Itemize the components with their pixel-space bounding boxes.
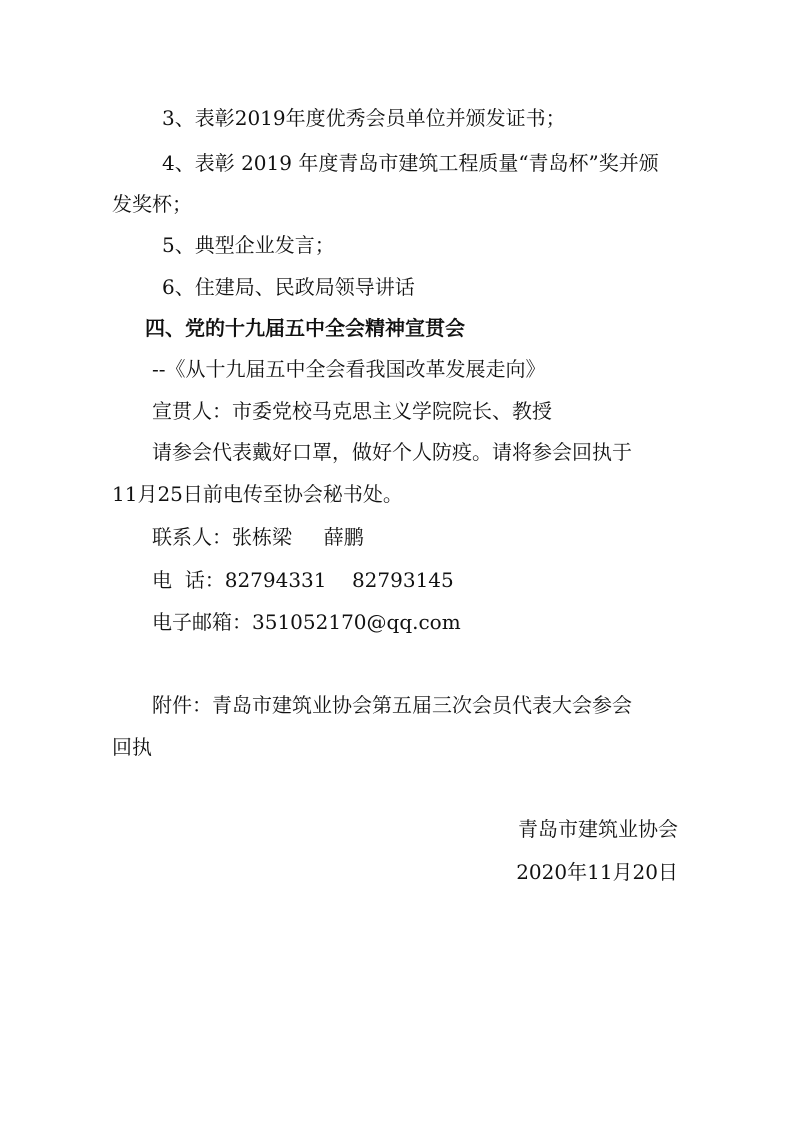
attachment-line-1: 附件：青岛市建筑业协会第五届三次会员代表大会参会 <box>152 693 632 717</box>
section-4-heading: 四、党的十九届五中全会精神宣贯会 <box>145 316 465 340</box>
agenda-item-6: 6、住建局、民政局领导讲话 <box>162 275 415 299</box>
attachment-line-2: 回执 <box>112 735 152 759</box>
agenda-item-5: 5、典型企业发言； <box>162 233 335 257</box>
section-4-subtitle: --《从十九届五中全会看我国改革发展走向》 <box>152 357 546 381</box>
notice-line-1: 请参会代表戴好口罩，做好个人防疫。请将参会回执于 <box>152 440 632 464</box>
notice-line-2: 11月25日前电传至协会秘书处。 <box>112 482 403 506</box>
signature-organization: 青岛市建筑业协会 <box>518 817 678 841</box>
contact-people: 联系人：张栋梁 薛鹏 <box>152 525 364 549</box>
section-4-speaker: 宣贯人：市委党校马克思主义学院院长、教授 <box>152 399 552 423</box>
contact-phone: 电 话：82794331 82793145 <box>152 568 454 592</box>
agenda-item-4-line-2: 发奖杯； <box>112 192 192 216</box>
agenda-item-4-line-1: 4、表彰 2019 年度青岛市建筑工程质量“青岛杯”奖并颁 <box>162 151 659 175</box>
agenda-item-3: 3、表彰2019年度优秀会员单位并颁发证书； <box>162 106 566 130</box>
contact-email: 电子邮箱：351052170@qq.com <box>152 610 461 634</box>
signature-date: 2020年11月20日 <box>516 860 678 884</box>
